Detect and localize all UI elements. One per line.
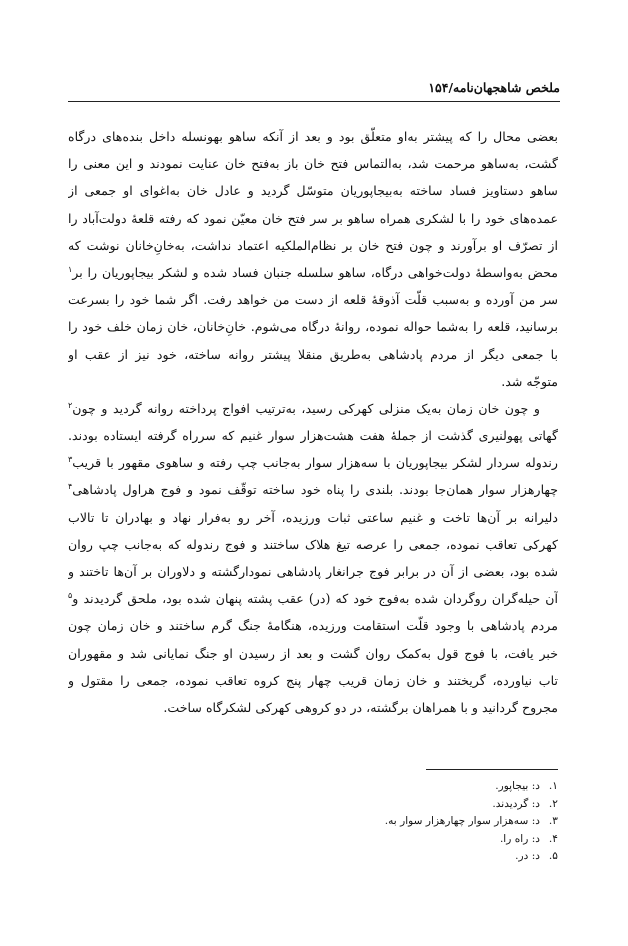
footnote-text: د: در.: [515, 850, 540, 862]
text-line: شده بود، بعضی از آن در برابر فوج جرانغار پادشاهی نمودارگشته و دلاوران بر آن‌ها تاختند و: [68, 564, 558, 579]
footnote-text: د: بیجاپور.: [495, 780, 540, 792]
body-text: [68, 123, 558, 721]
footnote-ref: ۳: [68, 455, 73, 465]
text-line: با جمعی دیگر از مردم پادشاهی به‌طریق منقلا پیشتر روانه ساخته، خود نیز از عقب او: [68, 346, 558, 362]
text-segment: آن حیله‌گران روگردان شده به‌فوج خود که (در) عقب پشته پنهان شده بود، ملحق گردیدند و: [72, 591, 558, 607]
text-line: [68, 259, 558, 286]
footnote: [258, 813, 558, 831]
text-line: متوجّه شد.: [501, 373, 558, 389]
header-rule: [68, 101, 560, 102]
footnote-rule: [426, 769, 558, 770]
text-line: گشت، به‌ساهو مرحمت شد، به‌التماس فتح خان باز به‌فتح خان عنایت نمودند و این معنی را: [68, 156, 558, 172]
text-segment: محض به‌واسطهٔ دولت‌خواهی درگاه، ساهو سلسله جنبان فساد شده و لشکر بیجاپوریان را بر: [72, 264, 558, 280]
text-line: [68, 449, 558, 476]
text-segment: و چون خان زمان به‌یک منزلی کهرکی رسید، به‌ترتیب افواج پرداخته روانه گردید و چون: [72, 400, 540, 416]
text-line: گهاتی پهولنیری گذشت از جملهٔ هفت هشت‌هزار سوار غنیم که سرراه گرفته ایستاده بودند.: [68, 428, 558, 444]
text-line: تاب نیاورده، گریختند و خان زمان قریب چهار پنج کروه تعاقب نموده، جمعی را مقتول و: [68, 672, 558, 688]
text-line: ساهو دستاویز فساد ساخته به‌بیجاپوریان متوسّل گردید و عادل خان به‌اغوای او جمعی از: [68, 183, 558, 199]
footnote-number: ۴.: [548, 832, 558, 845]
text-line: مردم پادشاهی با وجود قلّت استقامت ورزیده، هنگامهٔ جنگ گرم ساختند و خان زمان چون: [68, 618, 558, 634]
footnote-ref: ۴: [68, 482, 73, 492]
text-line: دلیرانه بر آن‌ها تاخت و غنیم ساعتی ثبات ورزیده، آخر رو به‌فرار نهاد و بهادران تا تالاب: [68, 509, 558, 525]
footnote-number: ۱.: [548, 780, 558, 792]
text-line: مجروح گردانید و با همراهان برگشته، در دو کروهی کهرکی لشکرگاه ساخت.: [163, 699, 558, 715]
running-title: ملخص شاهجهان‌نامه/۱۵۴: [428, 80, 560, 95]
footnotes: [258, 778, 558, 866]
text-line: [68, 585, 558, 612]
text-segment: رندوله سردار لشکر بیجاپوریان با سه‌هزار سوار به‌جانب چپ رفته و ساهوی مقهور با قریب: [72, 455, 558, 471]
footnote-number: ۳.: [548, 815, 558, 827]
footnote: [258, 778, 558, 796]
footnote-ref: ۱: [68, 264, 73, 274]
footnote-number: ۲.: [548, 797, 558, 810]
text-line: عمده‌های خود را با لشکری همراه ساهو بر سر فتح خان معیّن نمود که رفته قلعهٔ دولت‌آباد را: [68, 210, 558, 226]
text-line: [68, 395, 558, 422]
text-line: خبر یافت، با فوج قول به‌کمک روان گشت و بعد از رسیدن او جنگ نمایانی شد و مقهوران: [68, 645, 558, 661]
footnote-number: ۵.: [548, 850, 558, 862]
footnote-text: د: سه‌هزار سوار چهارهزار سوار به.: [384, 815, 540, 827]
text-line: برسانید، قلعه را به‌شما حواله نموده، روانهٔ درگاه می‌شوم. خانِ‌خانان، خان زمان خلف خود را: [68, 319, 558, 335]
footnote: [258, 848, 558, 866]
text-line: [68, 476, 558, 503]
footnote-ref: ۲: [68, 400, 73, 410]
text-line: کهرکی تعاقب نموده، جمعی را عرصه تیغ هلاک ساختند و فوج رندوله که به‌جانب چپ روان: [68, 536, 558, 552]
footnote-text: د: گردیدند.: [492, 797, 540, 810]
footnote: [258, 831, 558, 849]
text-line: بعضی محال را که پیشتر به‌او متعلّق بود و بعد از آنکه ساهو بهونسله داخل بنده‌های درگاه: [68, 129, 558, 144]
footnote: [258, 796, 558, 814]
footnote-ref: ۵: [68, 591, 73, 600]
text-line: سر من آورده و به‌سبب قلّت آذوقهٔ قلعه از دست من خواهد رفت. اگر شما خود را بسرعت: [68, 292, 558, 308]
text-line: از تصرّف او برآورند و چون فتح خان بر نظام‌الملکیه اعتماد نداشت، به‌خانِ‌خانان نوشت که: [68, 237, 558, 253]
text-segment: چهارهزار سوار همان‌جا بودند. بلندی را پناه خود ساخته توقّف نمود و فوج هراول پادشاهی: [72, 482, 558, 498]
footnote-text: د: راه را.: [499, 832, 540, 845]
